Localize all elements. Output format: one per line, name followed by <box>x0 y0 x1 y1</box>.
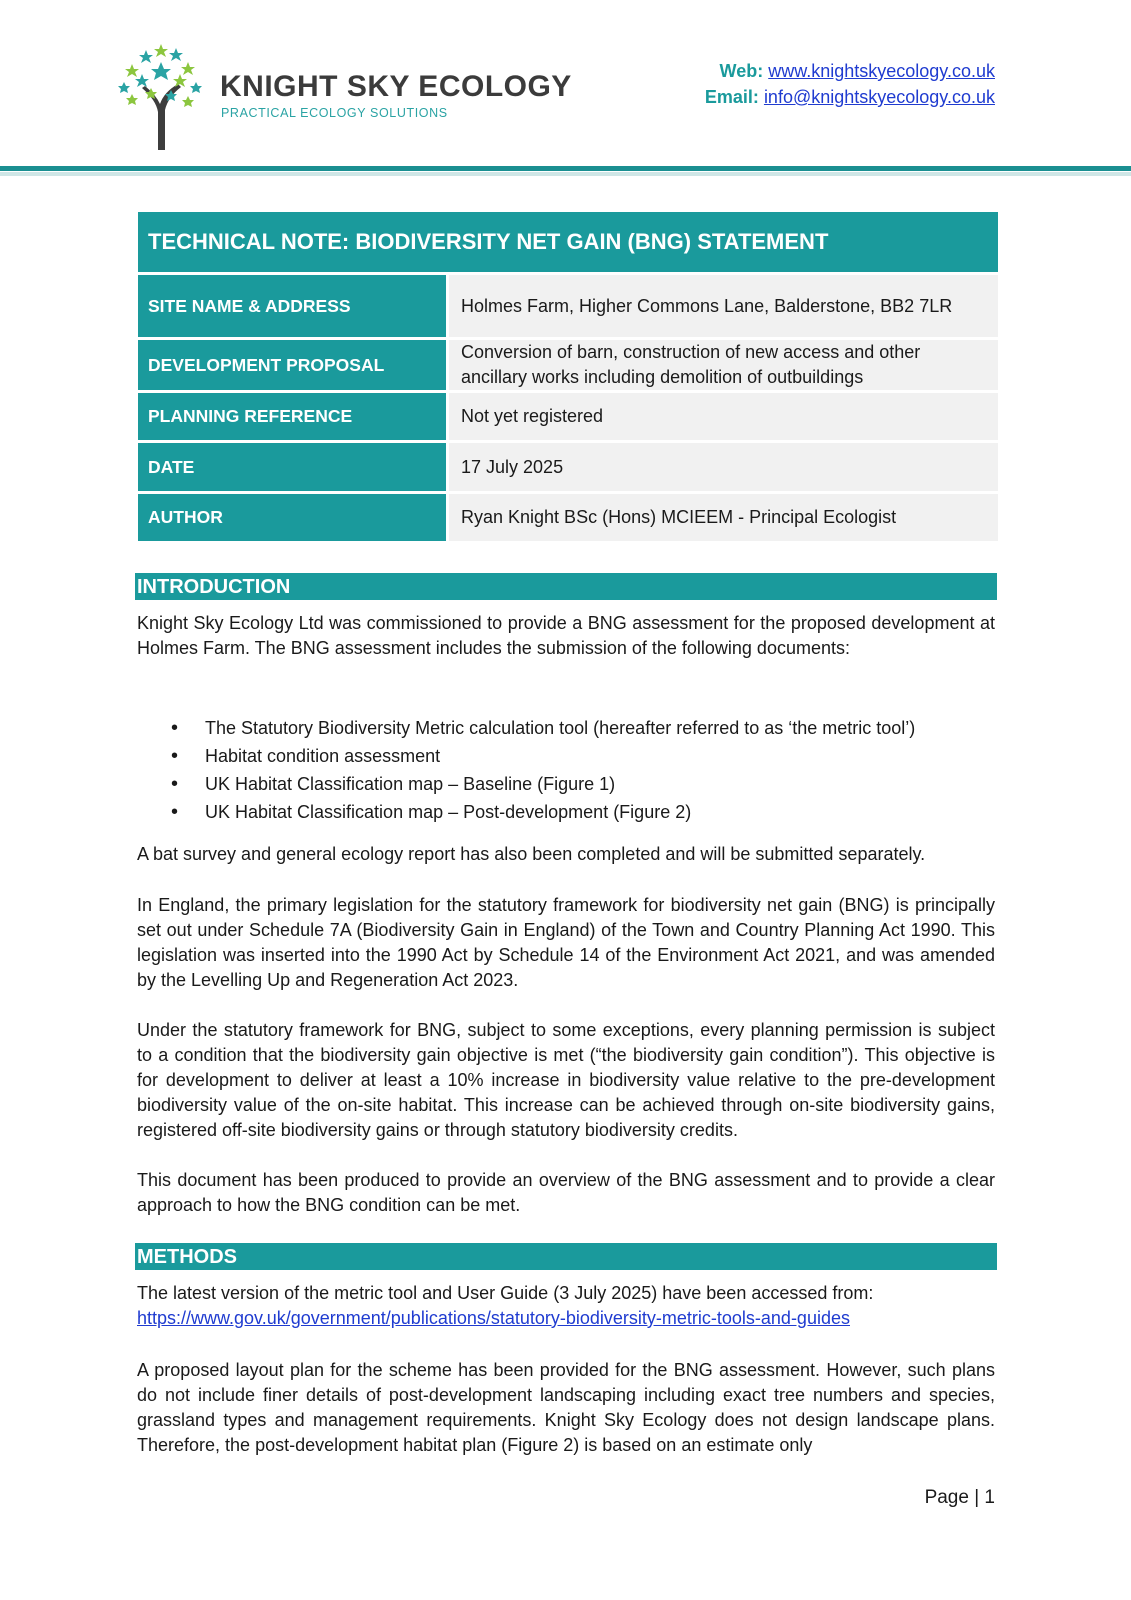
info-table <box>138 212 998 541</box>
methods-paragraph-2: A proposed layout plan for the scheme has been provided for the BNG assessment. However, such plans do not include finer details of post-development landscaping including exact tree numbers and species, grassland types and management requirements. Knight Sky Ecology does not design landscape plans. Therefore, the post-development habitat plan (Figure 2) is based on an estimate only <box>137 1360 995 1455</box>
row-label: DEVELOPMENT PROPOSAL <box>138 340 446 390</box>
intro-paragraph-5: This document has been produced to provide an overview of the BNG assessment and to provide a clear approach to how the BNG condition can be met. <box>137 1170 995 1215</box>
table-title: TECHNICAL NOTE: BIODIVERSITY NET GAIN (BNG) STATEMENT <box>138 212 998 272</box>
row-label: PLANNING REFERENCE <box>138 393 446 440</box>
table-row-site <box>138 275 998 337</box>
list-item: • UK Habitat Classification map – Baseline (Figure 1) <box>137 770 915 798</box>
list-item: • The Statutory Biodiversity Metric calculation tool (hereafter referred to as ‘the metric tool’) <box>137 714 915 742</box>
intro-paragraph-1: Knight Sky Ecology Ltd was commissioned to provide a BNG assessment for the proposed development at Holmes Farm. The BNG assessment includes the submission of the following documents: <box>137 613 995 658</box>
list-item: • UK Habitat Classification map – Post-development (Figure 2) <box>137 798 915 826</box>
email-label: Email: <box>704 87 759 107</box>
table-row-author <box>138 494 998 541</box>
header-divider <box>0 166 1131 171</box>
list-item: • Habitat condition assessment <box>137 742 915 770</box>
intro-paragraph-2: A bat survey and general ecology report has also been completed and will be submitted separately. <box>137 844 926 864</box>
intro-paragraph-4: Under the statutory framework for BNG, subject to some exceptions, every planning permission is subject to a condition that the biodiversity gain objective is met (“the biodiversity gain condition”). This objective is for development to deliver at least a 10% increase in biodiversity value relative to the pre-development biodiversity value of the on-site habitat. This increase can be achieved through on-site biodiversity gains, registered off-site biodiversity gains or through statutory biodiversity credits. <box>137 1020 995 1140</box>
contact-web <box>720 61 995 82</box>
web-label: Web: <box>719 61 764 81</box>
brand-name: KNIGHT SKY ECOLOGY <box>220 70 572 103</box>
gov-uk-metric-link[interactable]: https://www.gov.uk/government/publications/statutory-biodiversity-metric-tools-and-guides <box>137 1308 850 1328</box>
header-divider-shadow <box>0 172 1131 176</box>
brand-tagline: PRACTICAL ECOLOGY SOLUTIONS <box>221 106 448 120</box>
row-value: Conversion of barn, construction of new access and other ancillary works including demolition of outbuildings <box>449 340 998 390</box>
table-row-date <box>138 443 998 491</box>
methods-paragraph-1 <box>137 1281 995 1331</box>
contact-email <box>705 87 995 108</box>
row-label: DATE <box>138 443 446 491</box>
methods-intro-text: The latest version of the metric tool and User Guide (3 July 2025) have been accessed from: <box>137 1283 874 1303</box>
documents-list <box>137 714 915 826</box>
row-value: Holmes Farm, Higher Commons Lane, Balderstone, BB2 7LR <box>449 275 998 337</box>
intro-paragraph-3: In England, the primary legislation for the statutory framework for biodiversity net gain (BNG) is principally set out under Schedule 7A (Biodiversity Gain in England) of the Town and Country Planning Act 1990. This legislation was inserted into the 1990 Act by Schedule 14 of the Environment Act 2021, and was amended by the Levelling Up and Regeneration Act 2023. <box>137 895 995 990</box>
row-label: SITE NAME & ADDRESS <box>138 275 446 337</box>
email-link[interactable]: info@knightskyecology.co.uk <box>763 87 995 107</box>
row-value: Ryan Knight BSc (Hons) MCIEEM - Principal Ecologist <box>449 494 998 541</box>
row-value: Not yet registered <box>449 393 998 440</box>
row-value: 17 July 2025 <box>449 443 998 491</box>
table-row-planning <box>138 393 998 440</box>
row-label: AUTHOR <box>138 494 446 541</box>
page-number: Page | 1 <box>924 1487 995 1508</box>
table-row-proposal <box>138 340 998 390</box>
introduction-heading: INTRODUCTION <box>135 573 997 600</box>
tree-logo-icon <box>118 42 204 150</box>
website-link[interactable]: www.knightskyecology.co.uk <box>768 61 995 81</box>
methods-heading: METHODS <box>135 1243 997 1270</box>
